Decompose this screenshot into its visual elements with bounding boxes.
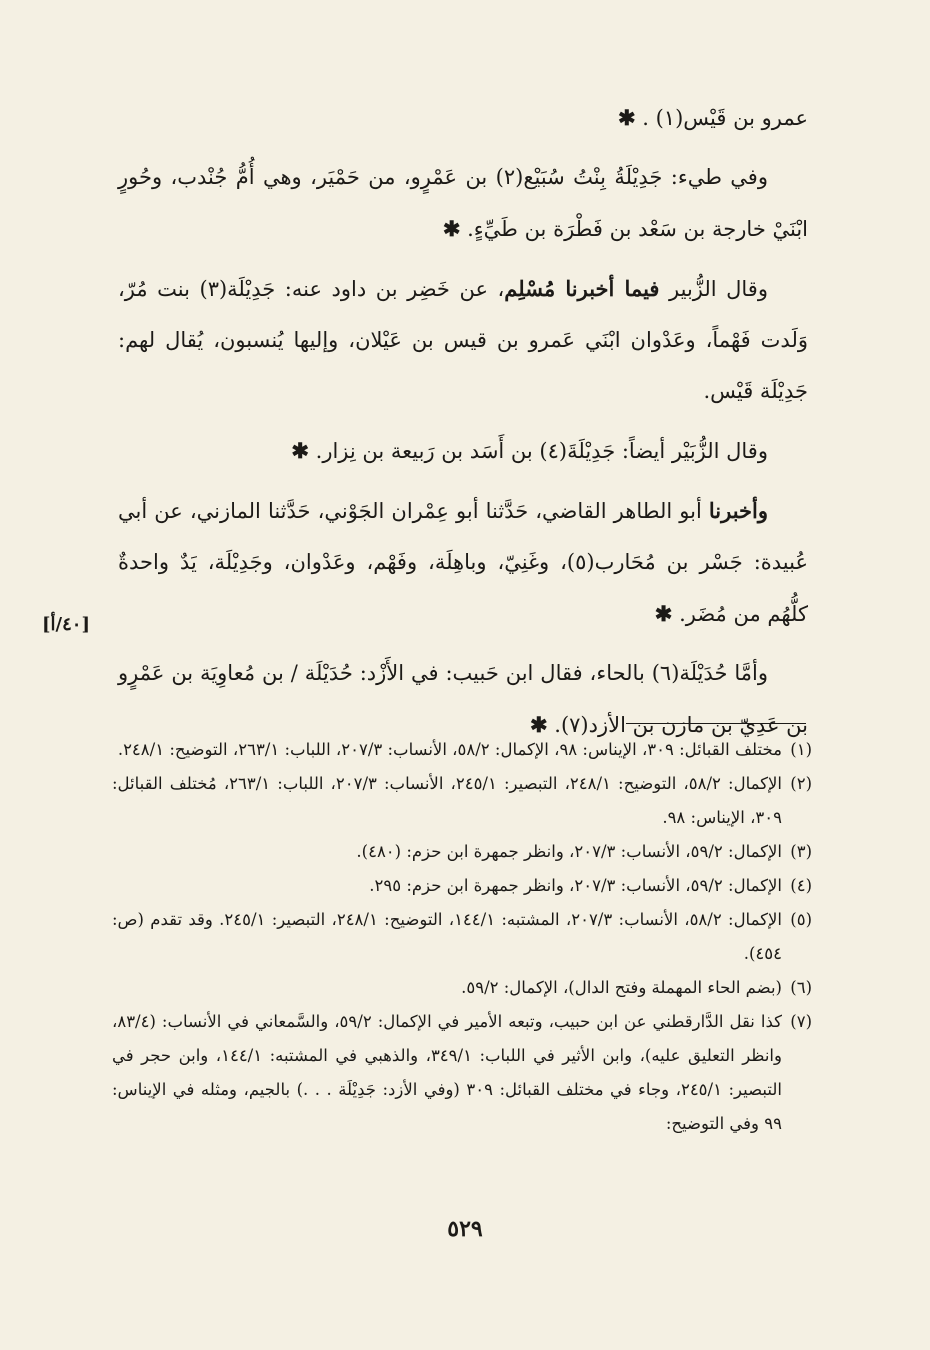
footnote bbox=[112, 835, 812, 869]
footnote-text: كذا نقل الدَّارقطني عن ابن حبيب، وتبعه الأمير في الإكمال: ٥٩/٢، والسَّمعاني في الأنساب: (٨٣/٤، وانظر التعليق عليه)، وابن الأثير في اللباب: ٣٤٩/١، والذهبي في المشتبه: ١٤٤/١، وابن حجر في التبصير: ٢٤٥/١، وجاء في مختلف القبائل: ٣٠٩ (وفي الأزد: جَدِيْلَة . . .) بالجيم، ومثله في الإيناس: ٩٩ وفي التوضيح: bbox=[112, 1012, 782, 1133]
manuscript-folio-reference: [٤٠/أ] bbox=[42, 614, 90, 635]
footnote bbox=[112, 1005, 812, 1141]
paragraph-4 bbox=[118, 425, 808, 477]
paragraph-text: عمرو بن قَيْس(١) . bbox=[635, 106, 808, 130]
end-star-icon: ✱ bbox=[291, 438, 309, 463]
end-star-icon: ✱ bbox=[654, 601, 673, 626]
paragraph-lead: وقال الزُّبير bbox=[659, 277, 768, 301]
footnote-text: (بضم الحاء المهملة وفتح الدال)، الإكمال: ٥٩/٢. bbox=[461, 978, 782, 997]
footnote bbox=[112, 903, 812, 971]
footnote bbox=[112, 869, 812, 903]
paragraph-1 bbox=[118, 92, 808, 144]
end-star-icon: ✱ bbox=[442, 216, 461, 241]
paragraph-text: وأمَّا حُدَيْلَة(٦) بالحاء، فقال ابن حَبيب: في الأَزْد: حُدَيْلَة / بن مُعاوِيَة بن عَمْرٍو بن عَدِيّ بن مازن بن الأزد(٧). bbox=[118, 661, 808, 737]
footnote-text: مختلف القبائل: ٣٠٩، الإيناس: ٩٨، الإكمال: ٥٨/٢، الأنساب: ٢٠٧/٣، اللباب: ٢٦٣/١، التوضيح: ٢٤٨/١. bbox=[117, 740, 782, 759]
paragraph-3 bbox=[118, 263, 808, 417]
end-star-icon: ✱ bbox=[529, 712, 548, 737]
footnote-separator bbox=[626, 723, 806, 724]
footnote bbox=[112, 767, 812, 835]
footnote-number: (١) bbox=[790, 740, 812, 759]
main-text bbox=[118, 92, 808, 751]
footnote-text: الإكمال: ٥٩/٢، الأنساب: ٢٠٧/٣، وانظر جمهرة ابن حزم: ٢٩٥. bbox=[369, 876, 782, 895]
footnote-text: الإكمال: ٥٩/٢، الأنساب: ٢٠٧/٣، وانظر جمهرة ابن حزم: (٤٨٠). bbox=[356, 842, 782, 861]
page-number: ٥٢٩ bbox=[447, 1216, 483, 1242]
paragraph-text: وفي طيء: جَدِيْلَةُ بِنْتُ سُبَيْع(٢) بن عَمْرٍو، من حَمْيَر، وهي أُمُّ جُنْدب، وحُورٍ ابْنَيْ خارجة بن سَعْد بن فَطْرَة بن طَيِّءٍ. bbox=[118, 165, 808, 241]
footnote bbox=[112, 733, 812, 767]
paragraph-text: وقال الزُّبَيْر أيضاً: جَدِيْلَةَ(٤) بن أَسَد بن رَبيعة بن نِزار. bbox=[308, 439, 768, 463]
bold-phrase: فيما أخبرنا مُسْلِم bbox=[504, 276, 660, 301]
footnote-number: (٢) bbox=[790, 774, 812, 793]
end-star-icon: ✱ bbox=[617, 105, 636, 130]
footnote-text: الإكمال: ٥٨/٢، الأنساب: ٢٠٧/٣، المشتبه: ١٤٤/١، التوضيح: ٢٤٨/١، التبصير: ٢٤٥/١. وقد تقدم (ص: ٤٥٤). bbox=[112, 910, 782, 963]
paragraph-text: ، عن خَضِر بن داود عنه: جَدِيْلَة(٣) بنت مُرّ، وَلَدت فَهْماً، وعَدْوان ابْنَي عَمرو بن قيس بن عَيْلان، وإليها يُنسبون، يُقال لهم: جَدِيْلَة قَيْس. bbox=[118, 277, 808, 403]
footnotes bbox=[112, 733, 812, 1141]
paragraph-5 bbox=[118, 485, 808, 640]
footnote bbox=[112, 971, 812, 1005]
paragraph-2 bbox=[118, 152, 808, 255]
footnote-number: (٦) bbox=[790, 978, 812, 997]
footnote-number: (٥) bbox=[790, 910, 812, 929]
footnote-number: (٧) bbox=[790, 1012, 812, 1031]
footnote-text: الإكمال: ٥٨/٢، التوضيح: ٢٤٨/١، التبصير: ٢٤٥/١، الأنساب: ٢٠٧/٣، اللباب: ٢٦٣/١، مُختلف القبائل: ٣٠٩، الإيناس: ٩٨. bbox=[112, 774, 782, 827]
footnote-number: (٤) bbox=[790, 876, 812, 895]
paragraph-text: أبو الطاهر القاضي، حَدَّثنا أبو عِمْران الجَوْني، حَدَّثنا المازني، عن أبي عُبيدة: جَسْر بن مُحَارب(٥)، وغَنِيّ، وباهِلَة، وفَهْم، وعَدْوان، وجَدِيْلَة، يَدٌ واحدةٌ كلُّهُم من مُضَر. bbox=[118, 499, 808, 626]
bold-phrase: وأخبرنا bbox=[708, 498, 768, 523]
footnote-number: (٣) bbox=[790, 842, 812, 861]
